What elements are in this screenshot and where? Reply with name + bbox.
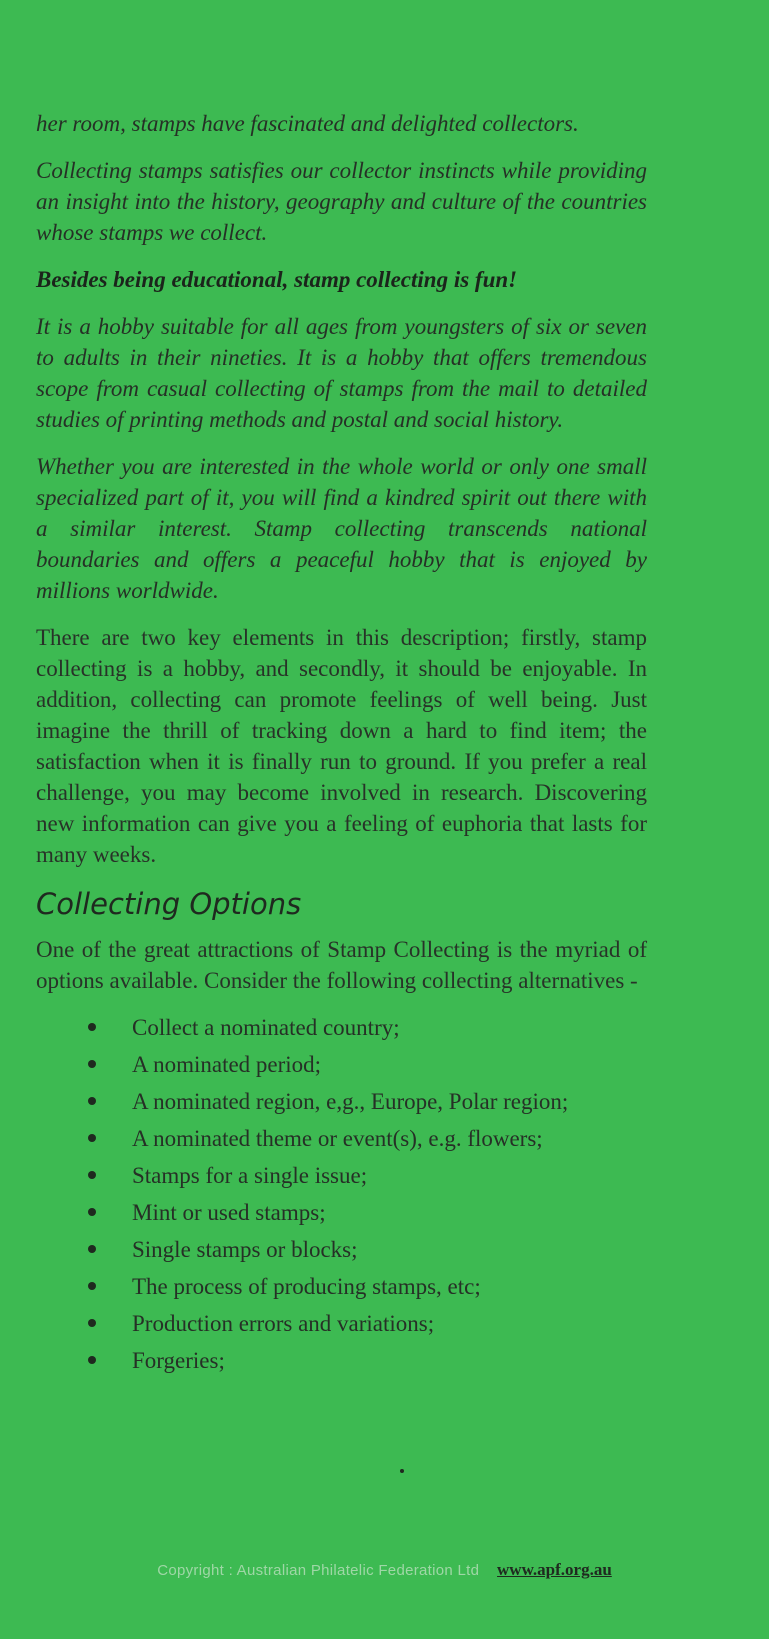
list-item-text: Mint or used stamps; [132, 1200, 326, 1225]
copyright-text: Copyright : Australian Philatelic Federation Ltd [157, 1562, 480, 1579]
paragraph-options-intro: One of the great attractions of Stamp Collecting is the myriad of options available. Consider the following collecting alternatives - [36, 937, 647, 993]
list-item [36, 1345, 647, 1377]
list-item [36, 1234, 647, 1266]
website-link[interactable]: www.apf.org.au [497, 1560, 612, 1579]
list-item-text: A nominated period; [132, 1052, 322, 1077]
list-item-text: Stamps for a single issue; [132, 1163, 368, 1188]
list-item-text: Production errors and variations; [132, 1311, 435, 1336]
list-item [36, 1271, 647, 1303]
list-item [36, 1049, 647, 1081]
bullet-icon [88, 1319, 96, 1327]
list-item [36, 1308, 647, 1340]
list-item [36, 1086, 647, 1118]
list-item [36, 1197, 647, 1229]
bullet-icon [88, 1097, 96, 1105]
paragraph-continuation: her room, stamps have fascinated and delighted collectors. [36, 111, 579, 136]
paragraph-fun-statement: Besides being educational, stamp collecting is fun! [36, 267, 518, 292]
paragraph-collector-instincts: Collecting stamps satisfies our collector instincts while providing an insight into the history, geography and culture of the countries whose stamps we collect. [36, 158, 647, 245]
list-item-text: The process of producing stamps, etc; [132, 1274, 481, 1299]
list-item [36, 1160, 647, 1192]
bullet-icon [88, 1171, 96, 1179]
list-item-text: A nominated theme or event(s), e.g. flowers; [132, 1126, 543, 1151]
footer [0, 1560, 769, 1581]
bullet-icon [88, 1245, 96, 1253]
bullet-icon [88, 1282, 96, 1290]
list-item [36, 1012, 647, 1044]
paragraph-key-elements: There are two key elements in this description; firstly, stamp collecting is a hobby, and secondly, it should be enjoyable. In addition, collecting can promote feelings of well being. Just imagine the thrill of tracking down a hard to find item; the satisfaction when it is finally run to ground. If you prefer a real challenge, you may become involved in research. Discovering new information can give you a feeling of euphoria that lasts for many weeks. [36, 625, 647, 867]
bullet-icon [88, 1134, 96, 1142]
list-item-text: Single stamps or blocks; [132, 1237, 358, 1262]
bullet-icon [88, 1023, 96, 1031]
list-item-text: A nominated region, e,g., Europe, Polar region; [132, 1089, 569, 1114]
collecting-options-list [36, 1012, 647, 1377]
bullet-icon [88, 1208, 96, 1216]
bullet-icon [88, 1356, 96, 1364]
bullet-icon [88, 1060, 96, 1068]
paragraph-hobby-ages: It is a hobby suitable for all ages from youngsters of six or seven to adults in their nineties. It is a hobby that offers tremendous scope from casual collecting of stamps from the mail to detailed studies of printing methods and postal and social history. [36, 314, 647, 432]
list-item [36, 1123, 647, 1155]
list-item-text: Collect a nominated country; [132, 1015, 400, 1040]
section-heading-collecting-options: Collecting Options [36, 887, 302, 921]
print-speck [400, 1469, 404, 1473]
list-item-text: Forgeries; [132, 1348, 225, 1373]
paragraph-whole-world: Whether you are interested in the whole world or only one small specialized part of it, you will find a kindred spirit out there with a similar interest. Stamp collecting transcends national boundaries and offers a peaceful hobby that is enjoyed by millions worldwide. [36, 454, 647, 603]
